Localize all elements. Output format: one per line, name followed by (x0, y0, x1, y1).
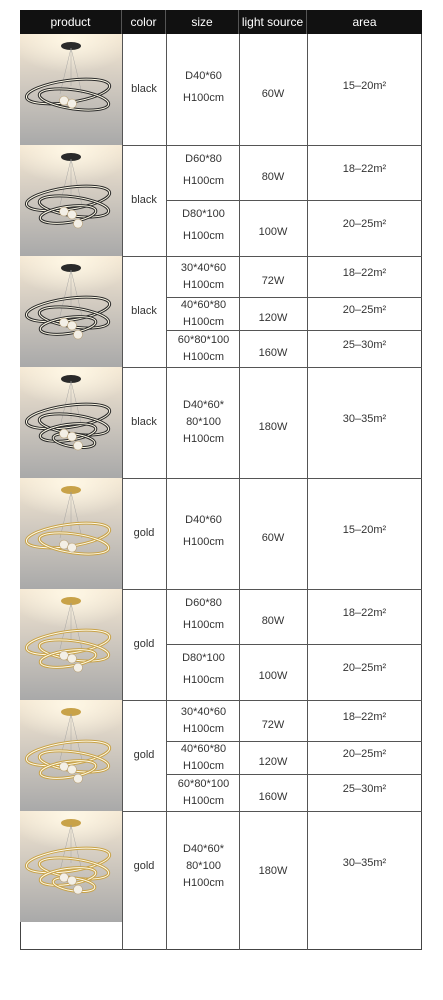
glass-globe (60, 540, 69, 549)
chandelier-photo (20, 367, 122, 478)
area-value: 25–30m² (342, 782, 387, 795)
size-text: H100cm (183, 674, 224, 686)
size-text: D80*100 (182, 208, 225, 220)
header-color: color (122, 10, 166, 34)
chandelier-illustration (20, 478, 122, 589)
column-divider (122, 34, 123, 950)
size-text: D40*60* (183, 399, 224, 411)
color-label: gold (133, 637, 155, 650)
row-separator (166, 644, 422, 645)
color-label: gold (133, 748, 155, 761)
chandelier-illustration (20, 34, 122, 145)
light-source-value: 160W (258, 346, 288, 359)
light-source-value: 180W (258, 420, 288, 433)
color-label: black (131, 82, 157, 95)
size-text: H100cm (183, 722, 224, 735)
glass-globe (60, 762, 69, 771)
size-text: H100cm (183, 535, 224, 548)
row-separator (166, 330, 422, 331)
size-text: H100cm (183, 174, 224, 187)
glass-globe (60, 651, 69, 660)
light-source-value: 72W (261, 718, 285, 731)
size-text: 60*80*100 (177, 777, 230, 790)
chandelier-photo (20, 256, 122, 367)
chandelier-photo (20, 700, 122, 811)
area-value: 18–22m² (342, 266, 387, 279)
area-value: 18–22m² (342, 606, 387, 619)
glass-globe (74, 219, 83, 228)
light-source-value: 60W (261, 87, 285, 100)
color-label: gold (133, 859, 155, 872)
size-text: H100cm (183, 433, 224, 445)
light-source-value: 60W (261, 531, 285, 544)
size-text: 30*40*60 (180, 261, 227, 274)
area-value: 20–25m² (342, 218, 387, 230)
header-size: size (166, 10, 239, 34)
chandelier-illustration (20, 256, 122, 367)
size-text: D60*80 (185, 152, 222, 165)
size-text: H100cm (183, 230, 224, 242)
color-label: black (131, 415, 157, 428)
area-value: 15–20m² (342, 523, 387, 536)
size-text: H100cm (183, 759, 224, 772)
glass-globe (60, 318, 69, 327)
area-value: 18–22m² (342, 710, 387, 723)
size-text: H100cm (183, 618, 224, 631)
light-source-value: 180W (258, 864, 288, 877)
header-product: product (20, 10, 122, 34)
color-label: black (131, 304, 157, 317)
size-text: H100cm (183, 877, 224, 889)
light-source-value: 120W (258, 311, 288, 324)
area-value: 20–25m² (342, 747, 387, 760)
size-text: D40*60* (183, 843, 224, 855)
row-separator (166, 200, 422, 201)
row-separator (166, 774, 422, 775)
color-label: gold (133, 526, 155, 539)
chandelier-photo (20, 145, 122, 256)
header-light-source: light source (239, 10, 307, 34)
size-text: 40*60*80 (180, 298, 227, 311)
light-source-value: 100W (258, 670, 288, 682)
area-value: 20–25m² (342, 662, 387, 674)
light-source-value: 72W (261, 274, 285, 287)
glass-globe (74, 330, 83, 339)
chandelier-photo (20, 811, 122, 922)
glass-globe (68, 432, 77, 441)
glass-globe (68, 99, 77, 108)
size-text: 60*80*100 (177, 333, 230, 346)
size-text: 40*60*80 (180, 742, 227, 755)
chandelier-photo (20, 34, 122, 145)
area-value: 20–25m² (342, 303, 387, 316)
light-source-value: 120W (258, 755, 288, 768)
glass-globe (60, 429, 69, 438)
glass-globe (74, 441, 83, 450)
area-value: 30–35m² (342, 412, 387, 425)
glass-globe (68, 210, 77, 219)
chandelier-photo (20, 589, 122, 700)
color-label: black (131, 193, 157, 206)
glass-globe (60, 207, 69, 216)
area-value: 25–30m² (342, 338, 387, 351)
glass-globe (74, 885, 83, 894)
chandelier-illustration (20, 700, 122, 811)
glass-globe (60, 873, 69, 882)
chandelier-illustration (20, 811, 122, 922)
size-text: D60*80 (185, 596, 222, 609)
size-text: D40*60 (185, 513, 222, 526)
light-source-value: 80W (261, 614, 285, 627)
size-text: 80*100 (186, 860, 221, 872)
glass-globe (68, 543, 77, 552)
size-text: H100cm (183, 350, 224, 363)
glass-globe (74, 774, 83, 783)
size-text: D40*60 (185, 69, 222, 82)
size-text: H100cm (183, 91, 224, 104)
size-text: 30*40*60 (180, 705, 227, 718)
size-text: H100cm (183, 794, 224, 807)
chandelier-illustration (20, 589, 122, 700)
size-text: H100cm (183, 315, 224, 328)
area-value: 30–35m² (342, 856, 387, 869)
header-area: area (307, 10, 422, 34)
area-value: 18–22m² (342, 162, 387, 175)
glass-globe (74, 663, 83, 672)
light-source-value: 100W (258, 226, 288, 238)
light-source-value: 80W (261, 170, 285, 183)
glass-globe (68, 876, 77, 885)
light-source-value: 160W (258, 790, 288, 803)
glass-globe (68, 765, 77, 774)
size-text: 80*100 (186, 416, 221, 428)
size-text: H100cm (183, 278, 224, 291)
column-divider (166, 34, 167, 950)
glass-globe (68, 321, 77, 330)
chandelier-illustration (20, 145, 122, 256)
chandelier-illustration (20, 367, 122, 478)
area-value: 15–20m² (342, 79, 387, 92)
size-text: D80*100 (182, 652, 225, 664)
glass-globe (68, 654, 77, 663)
chandelier-photo (20, 478, 122, 589)
glass-globe (60, 96, 69, 105)
